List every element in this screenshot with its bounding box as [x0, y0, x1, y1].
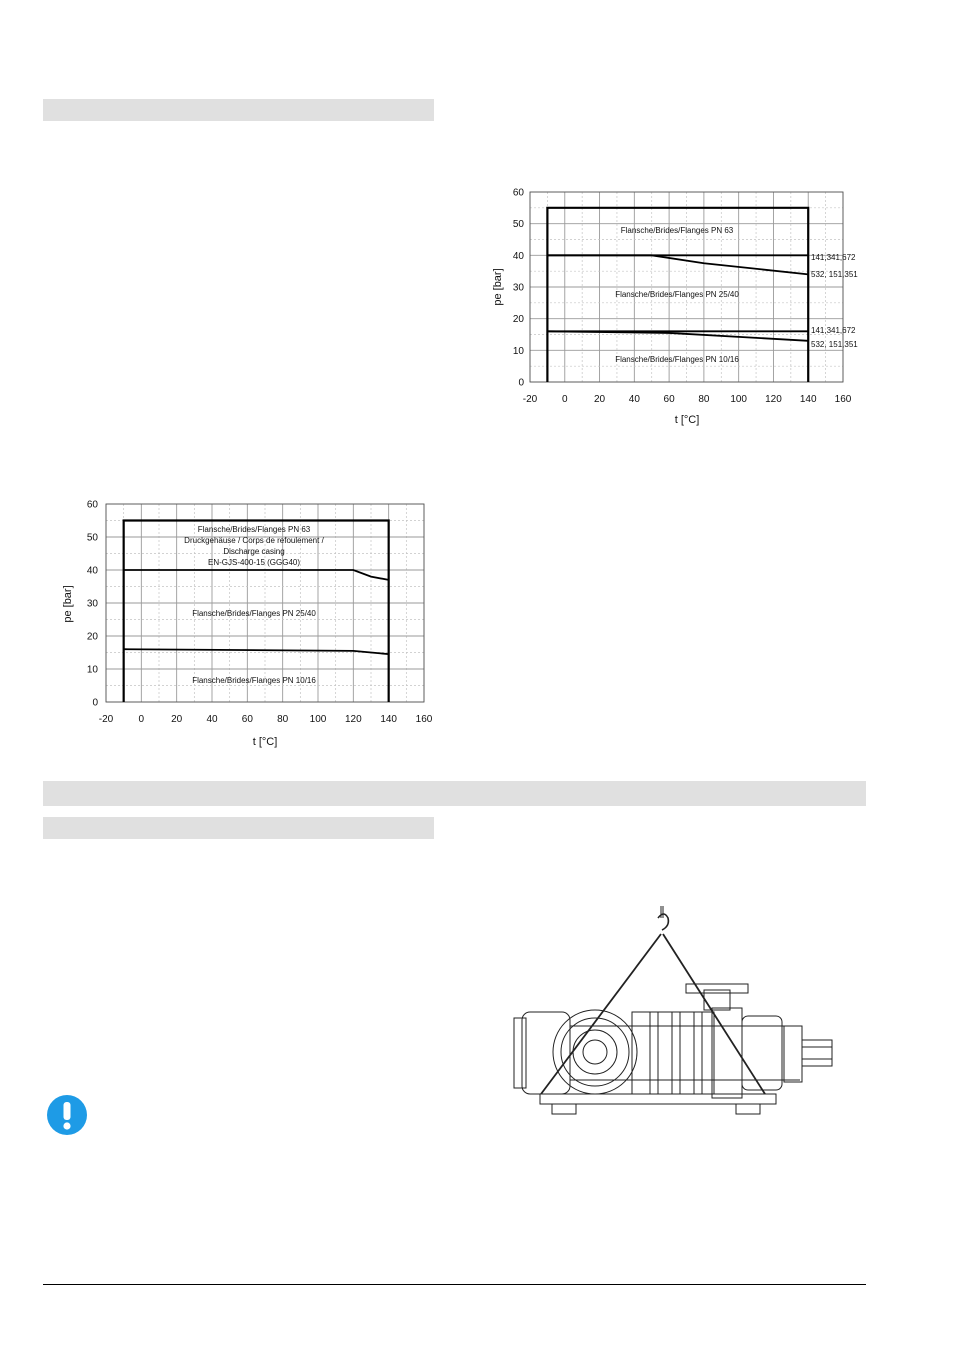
- y-tick-label: 20: [512, 314, 524, 326]
- x-tick-label: 160: [834, 394, 852, 405]
- pressure-limit-line: [124, 649, 389, 654]
- annotation-pn10-16: Flansche/Brides/Flanges PN 10/16: [192, 676, 316, 685]
- y-tick-label: 40: [86, 565, 98, 577]
- x-tick-label: 100: [730, 394, 748, 405]
- y-tick-label: 30: [86, 598, 98, 610]
- x-tick-label: -20: [522, 394, 538, 405]
- pressure-temperature-chart-right: [492, 180, 873, 428]
- x-tick-label: 40: [206, 714, 218, 725]
- annotation-pn10-16: Flansche/Brides/Flanges PN 10/16: [615, 355, 739, 364]
- annotation-material-bottom: 532, 151,351: [811, 270, 858, 279]
- x-tick-label: 140: [799, 394, 817, 405]
- footer-rule: [43, 1284, 866, 1285]
- subsection-header-bar: [43, 817, 434, 839]
- annotation-material-top: 141,341,672: [811, 253, 856, 262]
- x-tick-label: 100: [309, 714, 327, 725]
- x-tick-label: 160: [415, 714, 433, 725]
- annotation-material-top: 141,341,672: [811, 326, 856, 335]
- x-tick-label: 120: [765, 394, 782, 405]
- chart-left-svg: [60, 494, 442, 754]
- y-tick-label: 0: [92, 697, 98, 709]
- x-tick-label: -20: [98, 714, 114, 725]
- annotation-pn63: Flansche/Brides/Flanges PN 63: [620, 226, 734, 235]
- section-header-bar-top: [43, 99, 434, 121]
- annotation-pn25-40: Flansche/Brides/Flanges PN 25/40: [192, 609, 316, 618]
- exclamation-icon: [46, 1094, 88, 1136]
- chart-right-svg: [492, 180, 873, 428]
- section-header-bar-full: [43, 781, 866, 806]
- y-axis-label: pe [bar]: [62, 585, 74, 623]
- y-tick-label: 30: [512, 282, 524, 294]
- y-tick-label: 10: [86, 664, 98, 676]
- y-axis-label: pe [bar]: [492, 268, 504, 306]
- annotation-material-bottom: 532, 151,351: [811, 340, 858, 349]
- pressure-limit-line: [547, 331, 808, 341]
- annotation-pn63: Flansche/Brides/Flanges PN 63: [197, 525, 311, 534]
- x-tick-label: 80: [277, 714, 289, 725]
- annotation-pn25-40: Flansche/Brides/Flanges PN 25/40: [615, 290, 739, 299]
- x-tick-label: 20: [171, 714, 183, 725]
- x-axis-label: t [°C]: [252, 736, 278, 748]
- y-tick-label: 60: [86, 499, 98, 511]
- y-tick-label: 50: [512, 219, 524, 231]
- x-tick-label: 60: [663, 394, 675, 405]
- y-tick-label: 10: [512, 345, 524, 357]
- y-tick-label: 50: [86, 532, 98, 544]
- x-tick-label: 40: [628, 394, 640, 405]
- x-tick-label: 80: [698, 394, 710, 405]
- pump-lifting-icon: [500, 900, 845, 1125]
- y-tick-label: 40: [512, 250, 524, 262]
- x-tick-label: 0: [138, 714, 145, 725]
- x-tick-label: 0: [561, 394, 568, 405]
- x-tick-label: 60: [241, 714, 253, 725]
- x-tick-label: 20: [593, 394, 606, 405]
- x-axis-label: t [°C]: [674, 414, 700, 426]
- pressure-temperature-chart-left: [60, 494, 442, 754]
- pressure-limit-line: [124, 570, 389, 580]
- annotation-material: EN-GJS-400-15 (GGG40): [207, 558, 301, 567]
- x-tick-label: 120: [344, 714, 362, 725]
- y-tick-label: 60: [512, 187, 524, 199]
- annotation-discharge-casing-1: Druckgehäuse / Corps de refoulement /: [184, 536, 324, 545]
- y-tick-label: 20: [86, 631, 98, 643]
- annotation-discharge-casing-2: Discharge casing: [223, 547, 285, 556]
- x-tick-label: 140: [380, 714, 398, 725]
- chart-right-grid: [530, 192, 843, 382]
- y-tick-label: 0: [518, 377, 524, 389]
